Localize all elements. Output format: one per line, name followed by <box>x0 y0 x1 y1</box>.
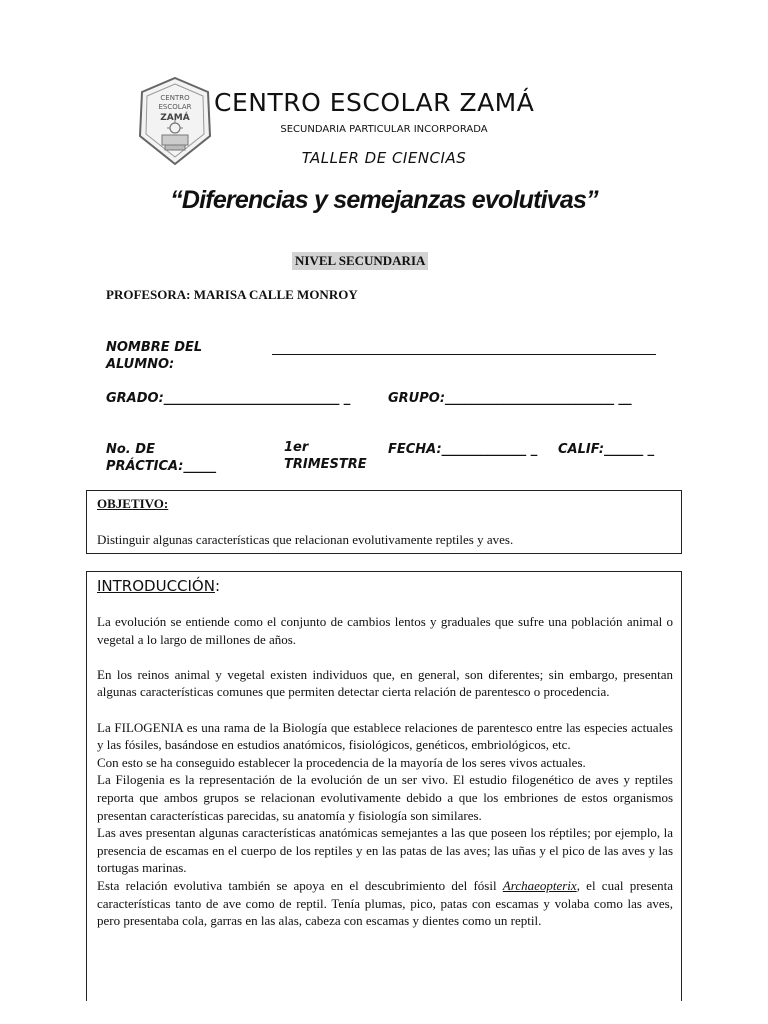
intro-paragraph: La FILOGENIA es una rama de la Biología que establece relaciones de parentesco entre las especies actuales y las fósiles, basándose en estudios anatómicos, fisiológicos, genéticos, embriológicos, etc. <box>97 719 673 753</box>
logo-line-2: ESCOLAR <box>158 103 192 111</box>
logo-line-1: CENTRO <box>160 94 190 102</box>
student-name-field[interactable] <box>272 339 656 355</box>
introduction-box <box>86 571 682 1001</box>
fossil-name: Archaeopterix <box>502 877 577 893</box>
trimester-label: 1er TRIMESTRE <box>284 440 367 472</box>
intro-paragraph <box>97 877 673 930</box>
teacher-label: PROFESORA: MARISA CALLE MONROY <box>106 287 358 302</box>
logo-line-3: ZAMÁ <box>160 113 190 123</box>
date-field[interactable]: FECHA:_____________ _ <box>388 442 538 457</box>
introduction-title <box>97 577 220 595</box>
intro-paragraph: La evolución se entiende como el conjunto de cambios lentos y graduales que sufre una población animal o vegetal a lo largo de millones de años. <box>97 614 673 647</box>
group-field[interactable]: GRUPO:__________________________ __ <box>388 391 632 406</box>
introduction-title-colon: : <box>214 577 221 595</box>
practice-number-field[interactable]: No. DE PRÁCTICA:_____ <box>106 442 216 474</box>
school-subtitle: SECUNDARIA PARTICULAR INCORPORADA <box>280 124 488 135</box>
grade-score-field[interactable]: CALIF:______ _ <box>558 442 655 457</box>
level-label: NIVEL SECUNDARIA <box>292 252 428 270</box>
school-name: CENTRO ESCOLAR ZAMÁ <box>214 88 535 117</box>
objective-box <box>86 490 682 554</box>
student-name-label: NOMBRE DEL ALUMNO: <box>106 340 203 372</box>
objective-title: OBJETIVO: <box>97 496 169 511</box>
grade-field[interactable]: GRADO:___________________________ _ <box>106 391 351 406</box>
document-title: “Diferencias y semejanzas evolutivas” <box>170 186 598 214</box>
intro-text: , el cual presenta características tanto de ave como de reptil. Tenía plumas, pico, patas con escamas y volaba como las aves, pero presentaba cola, garras en las alas, cabeza con escamas y dientes como un reptil. <box>97 877 674 929</box>
intro-paragraph: La Filogenia es la representación de la evolución de un ser vivo. El estudio filogenético de aves y reptiles reporta que ambos grupos se relacionan evolutivamente debido a que los embriones de estos organismos presentan características parecidas, su anatomía y fisiología son similares. <box>97 772 673 823</box>
intro-paragraph: Las aves presentan algunas características anatómicas semejantes a las que poseen los réptiles; por ejemplo, la presencia de escamas en el cuerpo de los reptiles y en las patas de las aves; las uñas y el pico de las aves y las tortugas marinas. <box>97 825 673 876</box>
intro-paragraph: En los reinos animal y vegetal existen individuos que, en general, son diferentes; sin embargo, presentan algunas características comunes que permiten detectar cierta relación de parentesco o procedencia. <box>97 666 673 700</box>
objective-text: Distinguir algunas características que relacionan evolutivamente reptiles y aves. <box>97 532 514 547</box>
introduction-body <box>97 613 673 930</box>
workshop-title: TALLER DE CIENCIAS <box>301 149 467 167</box>
intro-paragraph: Con esto se ha conseguido establecer la procedencia de la mayoría de los seres vivos actuales. <box>97 754 586 770</box>
intro-text: Esta relación evolutiva también se apoya en el descubrimiento del fósil <box>97 877 503 893</box>
introduction-title-text: INTRODUCCIÓN <box>97 577 215 595</box>
